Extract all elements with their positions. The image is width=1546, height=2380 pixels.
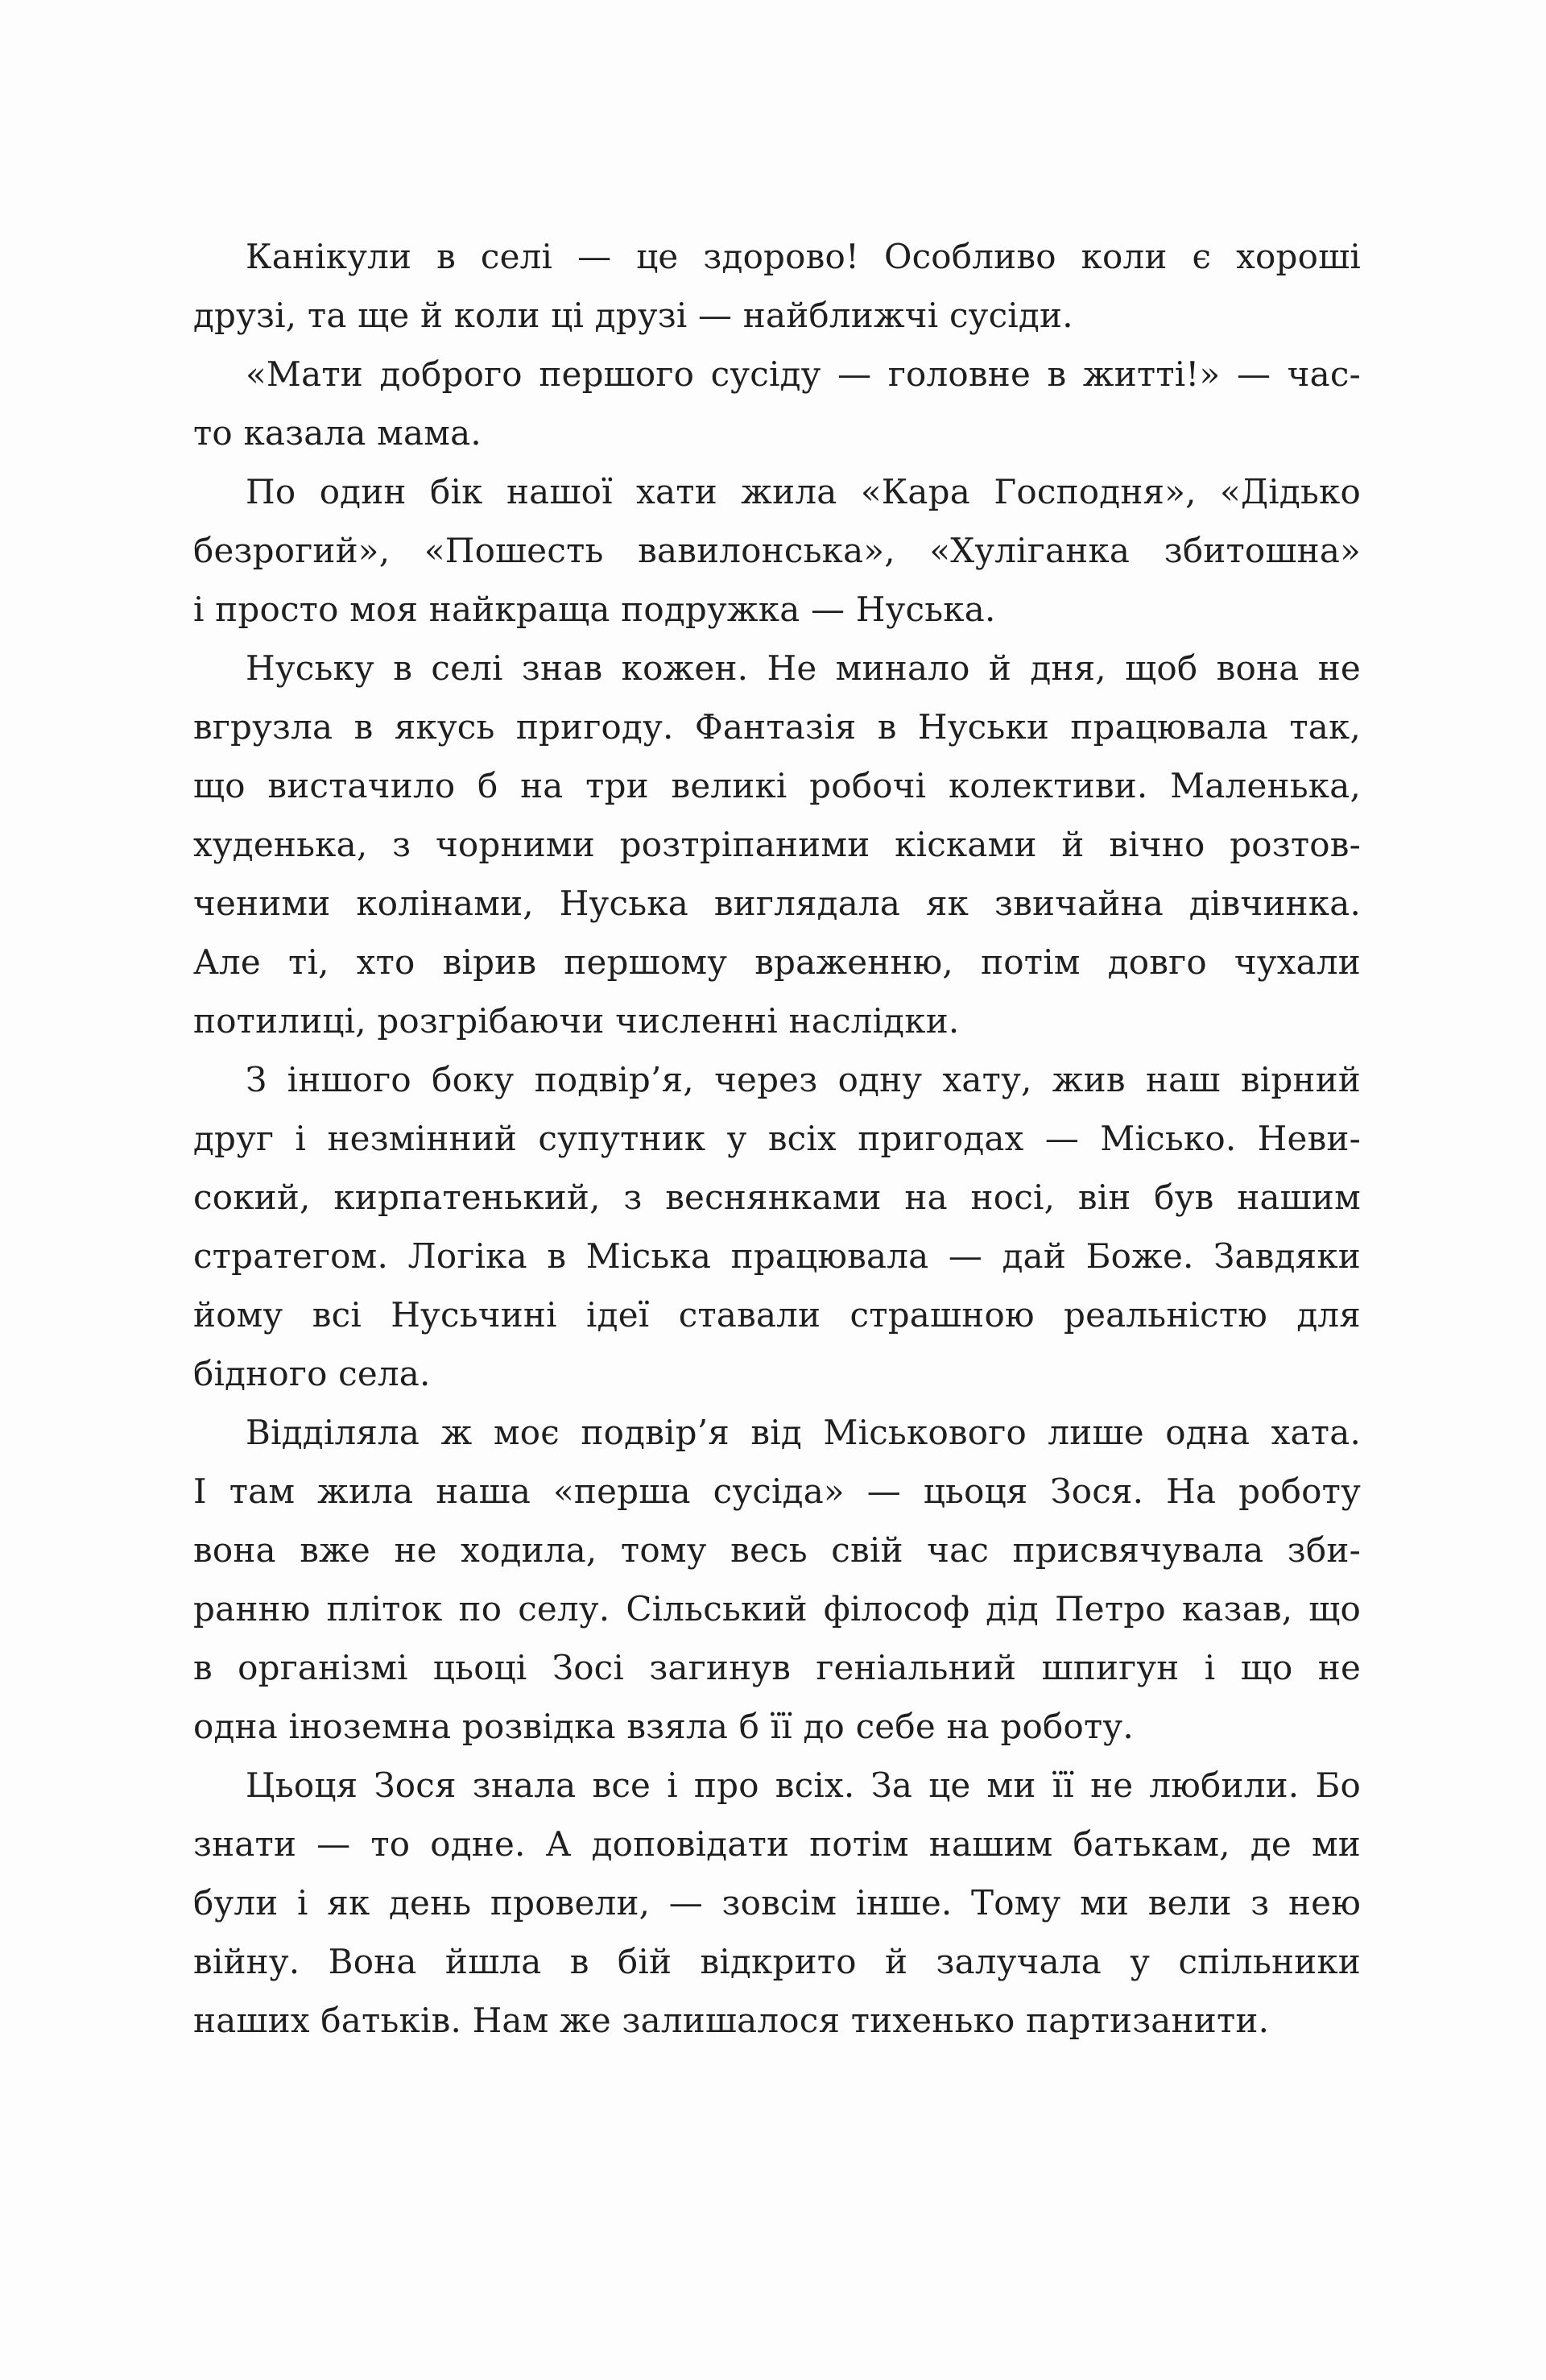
paragraph (193, 227, 1361, 345)
body-text (193, 227, 1361, 2050)
text-line: в організмі цьоці Зосі загинув геніальний шпигун і що не (193, 1648, 1361, 1687)
text-line: йому всі Нусьчині ідеї ставали страшною реальністю для (193, 1295, 1361, 1335)
text-line: ранню пліток по селу. Сільський філософ дід Петро казав, що (193, 1589, 1361, 1629)
text-line: знати — то одне. А доповідати потім нашим батькам, де ми (193, 1824, 1361, 1864)
paragraph (193, 345, 1361, 462)
paragraph (193, 639, 1361, 1050)
text-line: сокий, кирпатенький, з веснянками на носі, він був нашим (193, 1178, 1361, 1217)
paragraph (193, 1756, 1361, 2050)
text-line: худенька, з чорними розтріпаними кісками й вічно розтов- (193, 825, 1361, 864)
text-line: І там жила наша «перша сусіда» — цьоця Зося. На роботу (193, 1471, 1361, 1511)
text-line: Але ті, хто вірив першому враженню, потім довго чухали (193, 942, 1361, 982)
text-line: наших батьків. Нам же залишалося тихенько партизанити. (193, 2001, 1270, 2040)
paragraph (193, 1403, 1361, 1756)
text-line: Нуську в селі знав кожен. Не минало й дня, щоб вона не (246, 648, 1361, 688)
text-line: Відділяла ж моє подвір’я від Міськового лише одна хата. (246, 1413, 1361, 1452)
text-line: вгрузла в якусь пригоду. Фантазія в Нуськи працювала так, (193, 707, 1361, 747)
text-line: «Мати доброго першого сусіду — головне в житті!» — час- (246, 354, 1361, 394)
text-line: і просто моя найкраща подружка — Нуська. (193, 590, 996, 629)
text-line: бідного села. (193, 1354, 431, 1393)
text-line: Канікули в селі — це здорово! Особливо коли є хороші (246, 237, 1361, 276)
text-line: стратегом. Логіка в Міська працювала — дай Боже. Завдяки (193, 1236, 1361, 1276)
text-line: то казала мама. (193, 413, 482, 453)
text-line: були і як день провели, — зовсім інше. Тому ми вели з нею (193, 1883, 1361, 1923)
paragraph (193, 462, 1361, 639)
text-line: друг і незмінний супутник у всіх пригодах — Місько. Неви- (193, 1119, 1361, 1158)
text-line: Цьоця Зося знала все і про всіх. За це ми її не любили. Бо (246, 1765, 1361, 1805)
paragraph (193, 1050, 1361, 1403)
text-line: друзі, та ще й коли ці друзі — найближчі сусіди. (193, 296, 1073, 335)
text-line: одна іноземна розвідка взяла б її до себе на роботу. (193, 1707, 1134, 1746)
text-line: вона вже не ходила, тому весь свій час присвячувала зби- (193, 1530, 1361, 1570)
text-line: По один бік нашої хати жила «Кара Господня», «Дідько (246, 472, 1361, 511)
text-line: безрогий», «Пошесть вавилонська», «Хуліганка збитошна» (193, 531, 1361, 570)
text-line: війну. Вона йшла в бій відкрито й залучала у спільники (193, 1942, 1361, 1981)
text-line: потилиці, розгрібаючи численні наслідки. (193, 1001, 960, 1041)
text-line: ченими колінами, Нуська виглядала як звичайна дівчинка. (193, 884, 1361, 923)
text-line: З іншого боку подвір’я, через одну хату, жив наш вірний (246, 1060, 1361, 1099)
text-line: що вистачило б на три великі робочі колективи. Маленька, (193, 766, 1361, 805)
